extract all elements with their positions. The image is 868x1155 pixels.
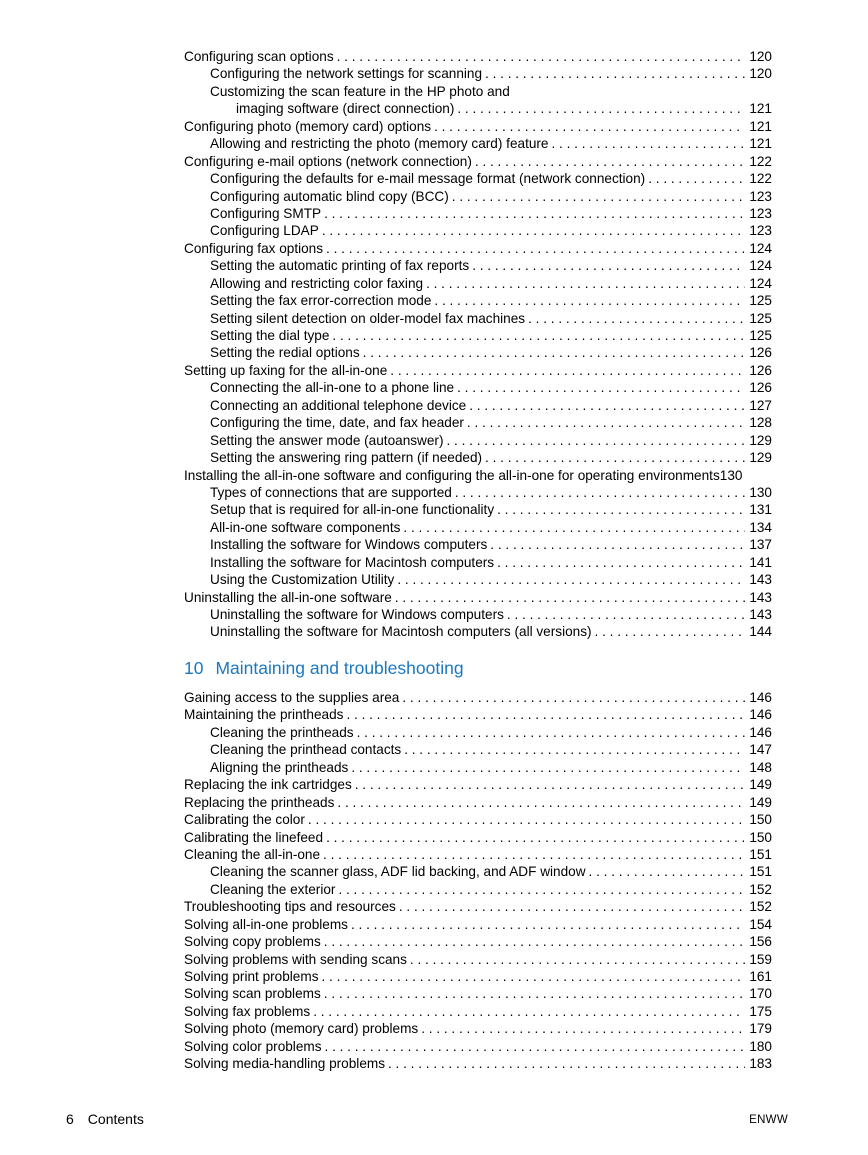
dot-leader xyxy=(337,48,746,65)
toc-entry-page: 152 xyxy=(749,899,772,915)
toc-entry-page: 128 xyxy=(749,415,772,431)
dot-leader xyxy=(485,449,745,466)
dot-leader xyxy=(322,222,746,239)
toc-entry-page: 150 xyxy=(749,812,772,828)
toc-entry-page: 152 xyxy=(749,881,772,897)
dot-leader xyxy=(324,933,746,950)
footer-page-number: 6 xyxy=(66,1111,74,1127)
toc-entry-title: Aligning the printheads xyxy=(210,759,349,775)
dot-leader xyxy=(337,794,745,811)
toc-entry-page: 121 xyxy=(749,101,772,117)
toc-entry-title: Installing the software for Macintosh computers xyxy=(210,554,495,570)
dot-leader xyxy=(390,362,745,379)
toc-entry-title: Configuring the time, date, and fax header xyxy=(210,415,464,431)
toc-entry-title: Allowing and restricting color faxing xyxy=(210,275,424,291)
toc-entry-title: Allowing and restricting the photo (memory card) feature xyxy=(210,136,549,152)
toc-entry-title: Setting the answering ring pattern (if needed) xyxy=(210,450,483,466)
toc-entry[interactable] xyxy=(184,188,772,205)
dot-leader xyxy=(410,951,745,968)
dot-leader xyxy=(388,1055,745,1072)
dot-leader xyxy=(648,170,745,187)
toc-entry[interactable] xyxy=(184,135,772,152)
dot-leader xyxy=(426,275,745,292)
toc-entry-title: Solving scan problems xyxy=(184,986,321,1002)
toc-entry[interactable] xyxy=(184,484,772,501)
dot-leader xyxy=(322,968,746,985)
toc-entry-title: Uninstalling the software for Windows computers xyxy=(210,607,504,622)
dot-leader xyxy=(467,414,745,431)
toc-entry-title: Replacing the ink cartridges xyxy=(184,777,352,793)
toc-entry-page: 149 xyxy=(749,794,772,810)
toc-entry-title: Setting the fax error-correction mode xyxy=(210,293,432,309)
dot-leader xyxy=(313,1003,745,1020)
dot-leader xyxy=(397,571,745,588)
toc-entry-page: 124 xyxy=(749,275,772,291)
toc-entry-title: Troubleshooting tips and resources xyxy=(184,899,396,915)
toc-entry-title: Installing the software for Windows computers xyxy=(210,537,488,553)
toc-entry[interactable] xyxy=(184,554,772,571)
dot-leader xyxy=(457,100,745,117)
toc-entry-page: 149 xyxy=(749,777,772,793)
toc-entry-title: imaging software (direct connection) xyxy=(236,101,455,117)
toc-entry-page: 146 xyxy=(749,707,772,723)
toc-entry[interactable] xyxy=(184,933,772,950)
toc-entry-page: 124 xyxy=(749,240,772,256)
toc-entry-title: Replacing the printheads xyxy=(184,794,335,810)
toc-entry-page: 148 xyxy=(749,759,772,775)
toc-entry-title: Solving color problems xyxy=(184,1038,322,1054)
dot-leader xyxy=(399,898,745,915)
toc-entry-title: Customizing the scan feature in the HP photo and xyxy=(210,83,510,99)
toc-entry[interactable] xyxy=(184,724,772,741)
toc-entry[interactable] xyxy=(184,536,772,553)
toc-entry[interactable] xyxy=(184,776,772,793)
toc-entry-page: 137 xyxy=(749,537,772,553)
chapter-heading[interactable] xyxy=(184,658,464,679)
dot-leader xyxy=(497,554,745,571)
toc-entry-title: Maintaining the printheads xyxy=(184,707,344,723)
toc-entry-page: 134 xyxy=(749,519,772,535)
toc-entry-page: 125 xyxy=(749,310,772,326)
toc-entry-page: 127 xyxy=(749,397,772,413)
toc-entry-title: Configuring the network settings for scanning xyxy=(210,66,483,82)
toc-entry-page: 146 xyxy=(749,690,772,705)
toc-entry[interactable] xyxy=(184,414,772,431)
toc-entry-page: 183 xyxy=(749,1056,772,1072)
toc-entry-title: Setting the answer mode (autoanswer) xyxy=(210,432,444,448)
toc-list-after xyxy=(184,689,772,1073)
footer-doc-code: ENWW xyxy=(749,1114,788,1126)
toc-entry[interactable] xyxy=(184,432,772,449)
toc-entry-title: Solving fax problems xyxy=(184,1003,311,1019)
toc-entry-page: 156 xyxy=(749,934,772,950)
page-footer-left xyxy=(66,1111,144,1127)
toc-entry[interactable] xyxy=(184,344,772,361)
dot-leader xyxy=(346,706,745,723)
toc-entry[interactable] xyxy=(184,1038,772,1055)
toc-entry[interactable] xyxy=(184,257,772,274)
toc-entry-title: Calibrating the linefeed xyxy=(184,829,324,845)
toc-entry-page: 151 xyxy=(749,846,772,862)
toc-entry-title: Configuring photo (memory card) options xyxy=(184,118,432,134)
toc-entry[interactable] xyxy=(184,65,772,82)
dot-leader xyxy=(403,519,745,536)
toc-entry[interactable] xyxy=(184,846,772,863)
toc-entry[interactable] xyxy=(184,606,772,623)
toc-entry[interactable] xyxy=(184,985,772,1002)
dot-leader xyxy=(497,501,745,518)
toc-entry[interactable] xyxy=(184,829,772,846)
toc-entry-title: Uninstalling the all-in-one software xyxy=(184,589,392,605)
footer-section: Contents xyxy=(87,1111,144,1127)
toc-entry[interactable] xyxy=(184,689,772,706)
toc-entry-title: Configuring LDAP xyxy=(210,223,319,239)
toc-entry-page: 120 xyxy=(749,66,772,82)
toc-entry-page: 122 xyxy=(749,171,772,187)
toc-entry-page: 126 xyxy=(749,362,772,378)
toc-entry[interactable] xyxy=(184,968,772,985)
toc-entry-page: 179 xyxy=(749,1021,772,1037)
toc-entry-title: Configuring the defaults for e-mail message format (network connection) xyxy=(210,171,646,187)
toc-entry-page: 170 xyxy=(749,986,772,1002)
toc-list-before xyxy=(184,48,772,641)
toc-entry-title: Configuring e-mail options (network connection) xyxy=(184,153,472,169)
toc-entry-page: 159 xyxy=(749,951,772,967)
toc-entry[interactable] xyxy=(184,898,772,915)
toc-entry-title: Cleaning the exterior xyxy=(210,881,336,897)
toc-entry-title: Setting the dial type xyxy=(210,328,330,343)
toc-entry-title: Solving photo (memory card) problems xyxy=(184,1021,419,1037)
dot-leader xyxy=(595,623,746,640)
toc-entry-page: 150 xyxy=(749,829,772,845)
toc-entry-page: 126 xyxy=(749,380,772,396)
toc-entry-title: Cleaning the scanner glass, ADF lid backing, and ADF window xyxy=(210,864,586,880)
toc-entry-page: 121 xyxy=(749,136,772,152)
dot-leader xyxy=(326,829,745,846)
toc-entry-title: Types of connections that are supported xyxy=(210,484,452,500)
toc-entry-page: 121 xyxy=(749,118,772,134)
toc-entry-page: 131 xyxy=(749,502,772,518)
toc-entry[interactable] xyxy=(184,153,772,170)
toc-entry[interactable] xyxy=(184,222,772,239)
toc-entry[interactable] xyxy=(184,83,772,100)
dot-leader xyxy=(434,118,745,135)
toc-entry-title: Cleaning the all-in-one xyxy=(184,846,321,862)
toc-entry-title: Using the Customization Utility xyxy=(210,572,395,588)
toc-entry[interactable] xyxy=(184,240,772,257)
dot-leader xyxy=(325,1038,746,1055)
toc-entry[interactable] xyxy=(184,759,772,776)
toc-entry-page: 147 xyxy=(749,742,772,758)
toc-entry[interactable] xyxy=(184,467,772,484)
toc-entry-title: Solving print problems xyxy=(184,969,319,984)
toc-entry-title: Gaining access to the supplies area xyxy=(184,690,400,705)
toc-entry[interactable] xyxy=(184,170,772,187)
toc-entry-title: Connecting the all-in-one to a phone line xyxy=(210,380,455,396)
dot-leader xyxy=(404,741,745,758)
toc-entry-title: Connecting an additional telephone device xyxy=(210,397,467,413)
toc-entry-title: Configuring SMTP xyxy=(210,205,322,221)
toc-entry-title: Configuring automatic blind copy (BCC) xyxy=(210,188,449,204)
toc-entry-page: 129 xyxy=(749,450,772,466)
toc-entry-title: Configuring fax options xyxy=(184,240,324,256)
toc-entry-page: 143 xyxy=(749,607,772,622)
dot-leader xyxy=(363,344,746,361)
toc-entry-page: 123 xyxy=(749,188,772,204)
dot-leader xyxy=(446,432,745,449)
toc-entry[interactable] xyxy=(184,1020,772,1037)
dot-leader xyxy=(485,65,745,82)
dot-leader xyxy=(395,589,746,606)
toc-entry-page: 144 xyxy=(749,624,772,640)
dot-leader xyxy=(355,776,746,793)
toc-entry-page: 143 xyxy=(749,589,772,605)
toc-entry-page: 125 xyxy=(749,293,772,309)
toc-entry-title: Solving all-in-one problems xyxy=(184,916,348,932)
dot-leader xyxy=(455,484,745,501)
dot-leader xyxy=(308,811,745,828)
dot-leader xyxy=(357,724,746,741)
toc-entry-title: Cleaning the printhead contacts xyxy=(210,742,402,758)
dot-leader xyxy=(452,188,746,205)
toc-entry[interactable] xyxy=(184,100,772,117)
toc-entry[interactable] xyxy=(184,501,772,518)
toc-entry[interactable] xyxy=(184,327,772,344)
toc-entry[interactable] xyxy=(184,292,772,309)
dot-leader xyxy=(589,863,746,880)
toc-entry-page: 120 xyxy=(749,49,772,64)
dot-leader xyxy=(507,606,745,623)
dot-leader xyxy=(469,397,745,414)
toc-entry-page: 123 xyxy=(749,223,772,239)
toc-entry-title: Setting the automatic printing of fax reports xyxy=(210,258,470,274)
toc-entry[interactable] xyxy=(184,449,772,466)
dot-leader xyxy=(421,1020,745,1037)
toc-entry-page: 151 xyxy=(749,864,772,880)
toc-entry[interactable] xyxy=(184,951,772,968)
toc-entry-title: Setting up faxing for the all-in-one xyxy=(184,362,388,378)
toc-entry[interactable] xyxy=(184,48,772,65)
toc-entry-title: Configuring scan options xyxy=(184,49,334,64)
toc-entry[interactable] xyxy=(184,1003,772,1020)
toc-entry-title: Solving media-handling problems xyxy=(184,1056,385,1072)
dot-leader xyxy=(472,257,745,274)
toc-entry[interactable] xyxy=(184,863,772,880)
toc-entry-page: 180 xyxy=(749,1038,772,1054)
toc-entry[interactable] xyxy=(184,519,772,536)
toc-entry-page: 126 xyxy=(749,345,772,361)
dot-leader xyxy=(402,689,745,706)
toc-entry[interactable] xyxy=(184,397,772,414)
toc-entry-title: Setup that is required for all-in-one functionality xyxy=(210,502,495,518)
toc-entry[interactable] xyxy=(184,741,772,758)
toc-entry-title: Solving problems with sending scans xyxy=(184,951,407,967)
toc-entry-page: 141 xyxy=(749,554,772,570)
dot-leader xyxy=(434,292,745,309)
toc-entry[interactable] xyxy=(184,881,772,898)
dot-leader xyxy=(351,759,745,776)
dot-leader xyxy=(475,153,745,170)
toc-entry-title: Uninstalling the software for Macintosh computers (all versions) xyxy=(210,624,592,640)
dot-leader xyxy=(324,205,745,222)
dot-leader xyxy=(351,916,745,933)
dot-leader xyxy=(490,536,745,553)
toc-entry[interactable] xyxy=(184,623,772,640)
dot-leader xyxy=(332,327,745,344)
dot-leader xyxy=(323,846,745,863)
toc-entry-page: 175 xyxy=(749,1003,772,1019)
toc-entry-page: 125 xyxy=(749,328,772,343)
dot-leader xyxy=(457,379,745,396)
toc-entry[interactable] xyxy=(184,571,772,588)
toc-entry[interactable] xyxy=(184,118,772,135)
toc-entry-page: 130 xyxy=(749,484,772,500)
toc-entry-title: Setting silent detection on older-model fax machines xyxy=(210,310,526,326)
toc-entry[interactable] xyxy=(184,916,772,933)
toc-entry[interactable] xyxy=(184,1055,772,1072)
toc-entry[interactable] xyxy=(184,589,772,606)
toc-entry-page: 143 xyxy=(749,572,772,588)
toc-entry-page: 146 xyxy=(749,724,772,740)
dot-leader xyxy=(338,881,745,898)
chapter-title: Maintaining and troubleshooting xyxy=(215,658,464,678)
toc-entry-title: Setting the redial options xyxy=(210,345,360,361)
toc-entry-title: Installing the all-in-one software and configuring the all-in-one for operating environments xyxy=(184,467,720,483)
toc-entry-page: 124 xyxy=(749,258,772,274)
toc-entry-page: 129 xyxy=(749,432,772,448)
toc-entry-page: 130 xyxy=(719,467,743,483)
toc-entry[interactable] xyxy=(184,275,772,292)
toc-entry-title: Solving copy problems xyxy=(184,934,321,950)
toc-entry-title: Cleaning the printheads xyxy=(210,724,354,740)
toc-entry[interactable] xyxy=(184,794,772,811)
toc-entry-title: All-in-one software components xyxy=(210,519,401,535)
chapter-number: 10 xyxy=(184,658,204,678)
toc-entry[interactable] xyxy=(184,362,772,379)
dot-leader xyxy=(326,240,745,257)
toc-entry-title: Calibrating the color xyxy=(184,812,305,828)
toc-entry-page: 161 xyxy=(749,969,772,984)
toc-entry[interactable] xyxy=(184,706,772,723)
dot-leader xyxy=(552,135,746,152)
dot-leader xyxy=(528,310,745,327)
dot-leader xyxy=(324,985,746,1002)
toc-entry-page: 122 xyxy=(749,153,772,169)
toc-entry[interactable] xyxy=(184,205,772,222)
toc-entry-page: 123 xyxy=(749,205,772,221)
toc-entry[interactable] xyxy=(184,310,772,327)
toc-entry[interactable] xyxy=(184,811,772,828)
toc-entry[interactable] xyxy=(184,379,772,396)
toc-entry-page: 154 xyxy=(749,916,772,932)
